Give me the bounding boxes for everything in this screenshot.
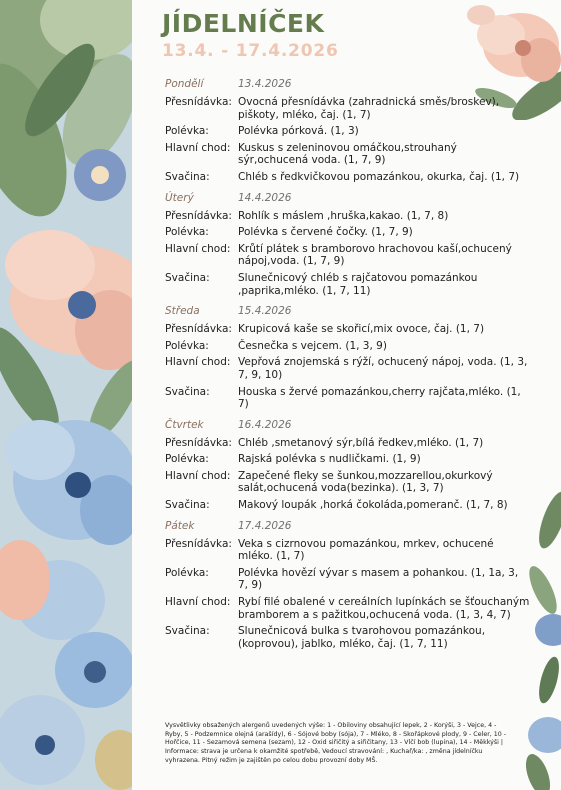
day-heading	[165, 77, 530, 91]
meal-row	[165, 243, 530, 268]
meal-label: Polévka:	[165, 125, 209, 138]
meal-label: Svačina:	[165, 271, 210, 284]
meal-text: Ovocná přesnídávka (zahradnická směs/broskev), piškoty, mléko, čaj. (1, 7)	[238, 96, 500, 121]
day-name: Čtvrtek	[165, 418, 204, 431]
meal-row	[165, 499, 530, 512]
meal-label: Polévka:	[165, 566, 209, 579]
meal-label: Hlavní chod:	[165, 469, 231, 482]
meal-row	[165, 437, 530, 450]
meal-row	[165, 226, 530, 239]
meal-label: Přesnídávka:	[165, 537, 232, 550]
meal-row	[165, 386, 530, 411]
day-section	[165, 519, 530, 651]
meal-text: Polévka s červené čočky. (1, 7, 9)	[238, 226, 413, 239]
meal-text: Kuskus s zeleninovou omáčkou,strouhaný sýr,ochucená voda. (1, 7, 9)	[238, 141, 457, 167]
day-date: 14.4.2026	[238, 191, 292, 204]
meal-label: Hlavní chod:	[165, 242, 231, 255]
weekly-menu	[165, 77, 530, 657]
day-name: Pondělí	[165, 78, 204, 90]
meal-row	[165, 171, 530, 184]
day-heading	[165, 418, 530, 432]
meal-row	[165, 625, 530, 650]
meal-text: Rajská polévka s nudličkami. (1, 9)	[238, 453, 421, 466]
meal-label: Polévka:	[165, 339, 209, 352]
day-name: Pátek	[165, 519, 195, 532]
page-title: JÍDELNÍČEK	[162, 9, 325, 38]
day-date: 16.4.2026	[238, 418, 292, 431]
meal-text: Chléb ,smetanový sýr,bílá ředkev,mléko. (1, 7)	[238, 436, 484, 449]
meal-text: Slunečnicová bulka s tvarohovou pomazánkou,(koprovou), jablko, mléko, čaj. (1, 7, 11)	[238, 625, 486, 650]
day-name: Středa	[165, 305, 200, 318]
day-section	[165, 77, 530, 184]
meal-row	[165, 323, 530, 336]
meal-text: Houska s žervé pomazánkou,cherry rajčata,mléko. (1, 7)	[238, 385, 521, 411]
meal-label: Přesnídávka:	[165, 96, 232, 108]
meal-row	[165, 142, 530, 167]
meal-label: Svačina:	[165, 170, 210, 183]
meal-label: Polévka:	[165, 226, 209, 239]
day-section	[165, 418, 530, 512]
meal-label: Svačina:	[165, 625, 210, 638]
meal-row	[165, 96, 530, 121]
meal-text: Veka s cizrnovou pomazánkou, mrkev, ochucené mléko. (1, 7)	[238, 537, 494, 563]
meal-label: Přesnídávka:	[165, 436, 232, 449]
meal-text: Rybí filé obalené v cereálních lupínkách se šťouchaným bramborem a s pažitkou,ochucená voda. (1, 3, 4, 7)	[238, 596, 530, 621]
meal-text: Rohlík s máslem ,hruška,kakao. (1, 7, 8)	[238, 209, 449, 222]
day-heading	[165, 519, 530, 533]
day-date: 17.4.2026	[238, 519, 292, 532]
meal-text: Polévka hovězí vývar s masem a pohankou. (1, 1a, 3, 7, 9)	[238, 566, 519, 592]
day-heading	[165, 304, 530, 318]
meal-text: Polévka pórková. (1, 3)	[238, 125, 359, 138]
allergen-footnote: Vysvětlivky obsažených alergenů uvedených výše: 1 - Obiloviny obsahující lepek, 2 - Korýši, 3 - Vejce, 4 - Ryby, 5 - Podzemnice olejná (arašídy), 6 - Sójové boby (sója), 7 - Mléko, 8 - Skořápkové plody, 9 - Celer, 10 - Hořčice, 11 - Sezamová semena (sezam), 12 - Oxid siřičitý a siřičitany, 13 - Vlčí bob (lupina), 14 - Měkkýši | Informace: strava je určena k okamžité spotřebě, Vedoucí stravování: , Kuchař/ka: , změna jídelníčku vyhrazena. Pitný režim je zajištěn po celou dobu provozní doby MŠ.	[165, 722, 507, 764]
meal-label: Polévka:	[165, 453, 209, 466]
meal-label: Svačina:	[165, 499, 210, 512]
meal-row	[165, 340, 530, 353]
meal-row	[165, 356, 530, 381]
meal-label: Hlavní chod:	[165, 596, 231, 609]
meal-label: Hlavní chod:	[165, 141, 231, 154]
meal-text: Vepřová znojemská s rýží, ochucený nápoj, voda. (1, 3, 7, 9, 10)	[238, 356, 528, 381]
day-section	[165, 191, 530, 298]
meal-row	[165, 210, 530, 223]
meal-row	[165, 272, 530, 297]
menu-header	[162, 9, 339, 61]
day-section	[165, 304, 530, 411]
meal-text: Slunečnicový chléb s rajčatovou pomazánkou ,paprika,mléko. (1, 7, 11)	[238, 271, 478, 297]
floral-border-illustration	[0, 0, 132, 790]
meal-label: Přesnídávka:	[165, 323, 232, 336]
meal-row	[165, 125, 530, 138]
day-date: 15.4.2026	[238, 305, 292, 318]
meal-row	[165, 470, 530, 495]
meal-row	[165, 538, 530, 563]
meal-text: Makový loupák ,horká čokoláda,pomeranč. (1, 7, 8)	[238, 499, 508, 512]
meal-row	[165, 567, 530, 592]
meal-row	[165, 596, 530, 621]
meal-text: Chléb s ředkvičkovou pomazánkou, okurka, čaj. (1, 7)	[238, 170, 520, 183]
day-date: 13.4.2026	[238, 78, 292, 90]
meal-label: Svačina:	[165, 385, 210, 398]
day-heading	[165, 191, 530, 205]
meal-text: Krupicová kaše se skořicí,mix ovoce, čaj. (1, 7)	[238, 323, 485, 336]
meal-text: Česnečka s vejcem. (1, 3, 9)	[238, 339, 387, 352]
meal-text: Zapečené fleky se šunkou,mozzarellou,okurkový salát,ochucená voda(bezinka). (1, 3, 7)	[238, 469, 493, 495]
meal-label: Hlavní chod:	[165, 356, 231, 369]
meal-row	[165, 453, 530, 466]
day-name: Úterý	[165, 191, 194, 204]
meal-text: Krůtí plátek s bramborovo hrachovou kaší,ochucený nápoj,voda. (1, 7, 9)	[238, 242, 512, 268]
meal-label: Přesnídávka:	[165, 209, 232, 222]
week-date-range: 13.4. - 17.4.2026	[162, 41, 339, 61]
